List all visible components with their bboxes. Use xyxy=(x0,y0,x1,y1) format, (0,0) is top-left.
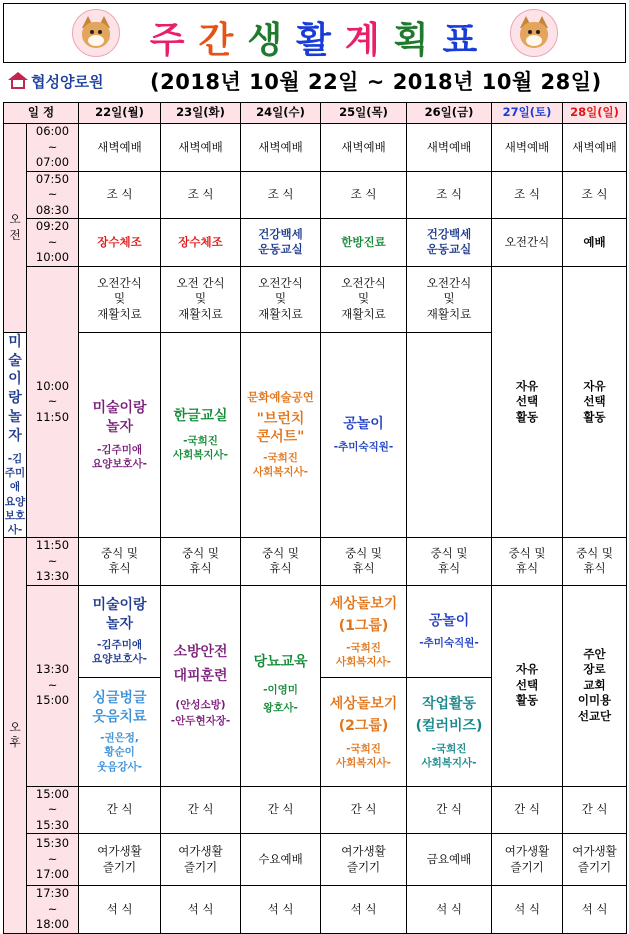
row-breakfast xyxy=(4,171,627,219)
cell: 금요예배 xyxy=(407,834,492,886)
cell: 오전간식 및 재활치료 xyxy=(321,266,407,332)
cell-health-class: 건강백세 운동교실 xyxy=(407,219,492,267)
cell: 석 식 xyxy=(161,886,241,934)
program-leader: -권은정, 황순이 웃음강사- xyxy=(97,732,142,773)
cell-fire-drill xyxy=(161,585,241,786)
cell-concert xyxy=(241,332,321,537)
row-dinner xyxy=(4,886,627,934)
cell: 간 식 xyxy=(563,786,627,834)
cell-church-service: 주안 장로 교회 이미용 선교단 xyxy=(563,585,627,786)
row-dawn xyxy=(4,124,627,172)
schedule-period: (2018년 10월 22일 ~ 2018년 10월 28일) xyxy=(150,70,602,94)
cell-laughter-therapy xyxy=(79,677,161,786)
cell: 새벽예배 xyxy=(79,124,161,172)
cell-ball-game xyxy=(407,585,492,677)
cell: 중식 및 휴식 xyxy=(241,538,321,586)
title-char: 활 xyxy=(296,20,333,61)
cell: 여가생활 즐기기 xyxy=(563,834,627,886)
time-cell: 10:00 ~ 11:50 xyxy=(27,266,79,537)
cell-art-program xyxy=(79,585,161,677)
cell: 중식 및 휴식 xyxy=(321,538,407,586)
cell-bead-work xyxy=(407,677,492,786)
cell-exercise: 장수체조 xyxy=(79,219,161,267)
day-sat: 27일(토) xyxy=(492,103,563,124)
program-title: 소방안전 대피훈련 xyxy=(173,643,228,684)
block-pm: 오 후 xyxy=(4,538,27,934)
cell: 조 식 xyxy=(161,171,241,219)
block-am: 오 전 xyxy=(4,124,27,333)
program-title: 작업활동 (컬러비즈) xyxy=(415,696,483,735)
cell-world-view-2 xyxy=(321,677,407,786)
schedule-label: 일 정 xyxy=(4,103,79,124)
cell: 오전간식 및 재활치료 xyxy=(79,266,161,332)
shiba-dog-icon-right xyxy=(510,9,558,57)
day-wed: 24일(수) xyxy=(241,103,321,124)
cell-worship: 예배 xyxy=(563,219,627,267)
program-title: 당뇨교육 xyxy=(253,654,308,671)
cell: 간 식 xyxy=(321,786,407,834)
title-char: 생 xyxy=(247,20,285,61)
day-fri: 26일(금) xyxy=(407,103,492,124)
cell-health-class: 건강백세 운동교실 xyxy=(241,219,321,267)
cell: 중식 및 휴식 xyxy=(161,538,241,586)
cell: 조 식 xyxy=(563,171,627,219)
cell: 오전간식 및 재활치료 xyxy=(407,266,492,332)
program-title: 세상돌보기 (1그룹) xyxy=(329,595,398,634)
row-snack-pm xyxy=(4,786,627,834)
cell: 새벽예배 xyxy=(241,124,321,172)
brand xyxy=(8,70,103,92)
cell-ball-game xyxy=(321,332,407,537)
cell: 조 식 xyxy=(407,171,492,219)
program-title: 공놀이 xyxy=(428,612,470,629)
cell: 간 식 xyxy=(492,786,563,834)
time-cell: 07:50 ~ 08:30 xyxy=(27,171,79,219)
cell: 여가생활 즐기기 xyxy=(79,834,161,886)
cell: 석 식 xyxy=(407,886,492,934)
cell: 여가생활 즐기기 xyxy=(161,834,241,886)
cell-art-program xyxy=(79,332,161,537)
cell: 간 식 xyxy=(407,786,492,834)
program-leader: -국희진 사회복지사- xyxy=(335,642,392,669)
cell-world-view-1 xyxy=(321,585,407,677)
cell: 여가생활 즐기기 xyxy=(492,834,563,886)
header-row xyxy=(4,103,627,124)
program-title: "브런치 콘서트" xyxy=(256,410,305,446)
cell: 조 식 xyxy=(321,171,407,219)
program-leader: -국희진 사회복지사- xyxy=(335,742,392,769)
program-leader: -국희진 사회복지사- xyxy=(421,742,477,769)
cell: 오전간식 및 재활치료 xyxy=(241,266,321,332)
row-morning xyxy=(4,219,627,267)
title-char: 획 xyxy=(393,20,431,61)
cell: 수요예배 xyxy=(241,834,321,886)
cell-diabetes-edu xyxy=(241,585,321,786)
program-leader: -추미숙직원- xyxy=(333,441,394,454)
cell: 석 식 xyxy=(492,886,563,934)
program-leader: -국희진 사회복지사- xyxy=(172,435,229,462)
title-box xyxy=(3,3,626,63)
brand-name: 협성양로원 xyxy=(31,72,104,91)
cell-oriental-clinic: 한방진료 xyxy=(321,219,407,267)
time-cell: 17:30 ~ 18:00 xyxy=(27,886,79,934)
cell: 새벽예배 xyxy=(321,124,407,172)
program-title: 한글교실 xyxy=(173,408,228,425)
time-cell: 06:00 ~ 07:00 xyxy=(27,124,79,172)
program-leader: -국희진 사회복지사- xyxy=(252,452,309,479)
program-title: 세상돌보기 (2그룹) xyxy=(329,696,398,735)
title-char: 주 xyxy=(149,20,187,61)
cell: 석 식 xyxy=(79,886,161,934)
day-tue: 23일(화) xyxy=(161,103,241,124)
cell: 여가생활 즐기기 xyxy=(321,834,407,886)
cell: 새벽예배 xyxy=(161,124,241,172)
cell: 중식 및 휴식 xyxy=(407,538,492,586)
row-snack-am xyxy=(4,266,627,332)
row-program-pm-top xyxy=(4,585,627,677)
cell: 오전간식 xyxy=(492,219,563,267)
program-pre: 문화예술공연 xyxy=(247,390,314,404)
time-cell: 15:30 ~ 17:00 xyxy=(27,834,79,886)
time-cell: 13:30 ~ 15:00 xyxy=(27,585,79,786)
cell: 조 식 xyxy=(241,171,321,219)
time-cell: 11:50 ~ 13:30 xyxy=(27,538,79,586)
program-title: 미술이랑 놀자 xyxy=(8,333,22,445)
cell: 조 식 xyxy=(79,171,161,219)
cell: 간 식 xyxy=(161,786,241,834)
cell: 석 식 xyxy=(241,886,321,934)
weekly-schedule-table xyxy=(3,102,627,934)
program-title: 미술이랑 놀자 xyxy=(92,399,147,435)
day-sun: 28일(일) xyxy=(563,103,627,124)
cell-exercise: 장수체조 xyxy=(161,219,241,267)
cell: 간 식 xyxy=(79,786,161,834)
cell: 간 식 xyxy=(241,786,321,834)
row-lunch xyxy=(4,538,627,586)
program-leader: -김주미애 요양보호사- xyxy=(91,443,148,470)
house-logo-icon xyxy=(8,72,28,90)
day-mon: 22일(월) xyxy=(79,103,161,124)
title-char: 간 xyxy=(198,20,236,61)
program-title: 싱글벙글 웃음치료 xyxy=(92,690,147,726)
program-leader: -김주미애 요양보호사- xyxy=(4,452,26,536)
title-char: 표 xyxy=(442,20,480,61)
program-title: 공놀이 xyxy=(343,416,384,433)
cell: 중식 및 휴식 xyxy=(79,538,161,586)
cell: 조 식 xyxy=(492,171,563,219)
cell: 석 식 xyxy=(563,886,627,934)
program-leader: -추미숙직원- xyxy=(419,637,479,650)
time-cell: 09:20 ~ 10:00 xyxy=(27,219,79,267)
cell-free-activity: 자유 선택 활동 xyxy=(563,266,627,537)
program-leader: -이영미 왕호사- xyxy=(263,684,298,714)
cell-art-program xyxy=(4,332,27,537)
cell: 오전 간식 및 재활치료 xyxy=(161,266,241,332)
cell-free-activity: 자유 선택 활동 xyxy=(492,585,563,786)
day-thu: 25일(목) xyxy=(321,103,407,124)
cell: 새벽예배 xyxy=(563,124,627,172)
title-char: 계 xyxy=(344,20,382,61)
cell: 새벽예배 xyxy=(407,124,492,172)
cell-korean-class xyxy=(161,332,241,537)
program-title: 미술이랑 놀자 xyxy=(92,597,147,632)
cell-free-activity: 자유 선택 활동 xyxy=(492,266,563,537)
cell: 중식 및 휴식 xyxy=(563,538,627,586)
program-leader: -김주미애 요양보호사- xyxy=(91,638,148,665)
cell: 새벽예배 xyxy=(492,124,563,172)
cell: 석 식 xyxy=(321,886,407,934)
row-leisure xyxy=(4,834,627,886)
cell: 중식 및 휴식 xyxy=(492,538,563,586)
time-cell: 15:00 ~ 15:30 xyxy=(27,786,79,834)
program-leader: (안성소방) -안두현자장- xyxy=(170,698,231,728)
